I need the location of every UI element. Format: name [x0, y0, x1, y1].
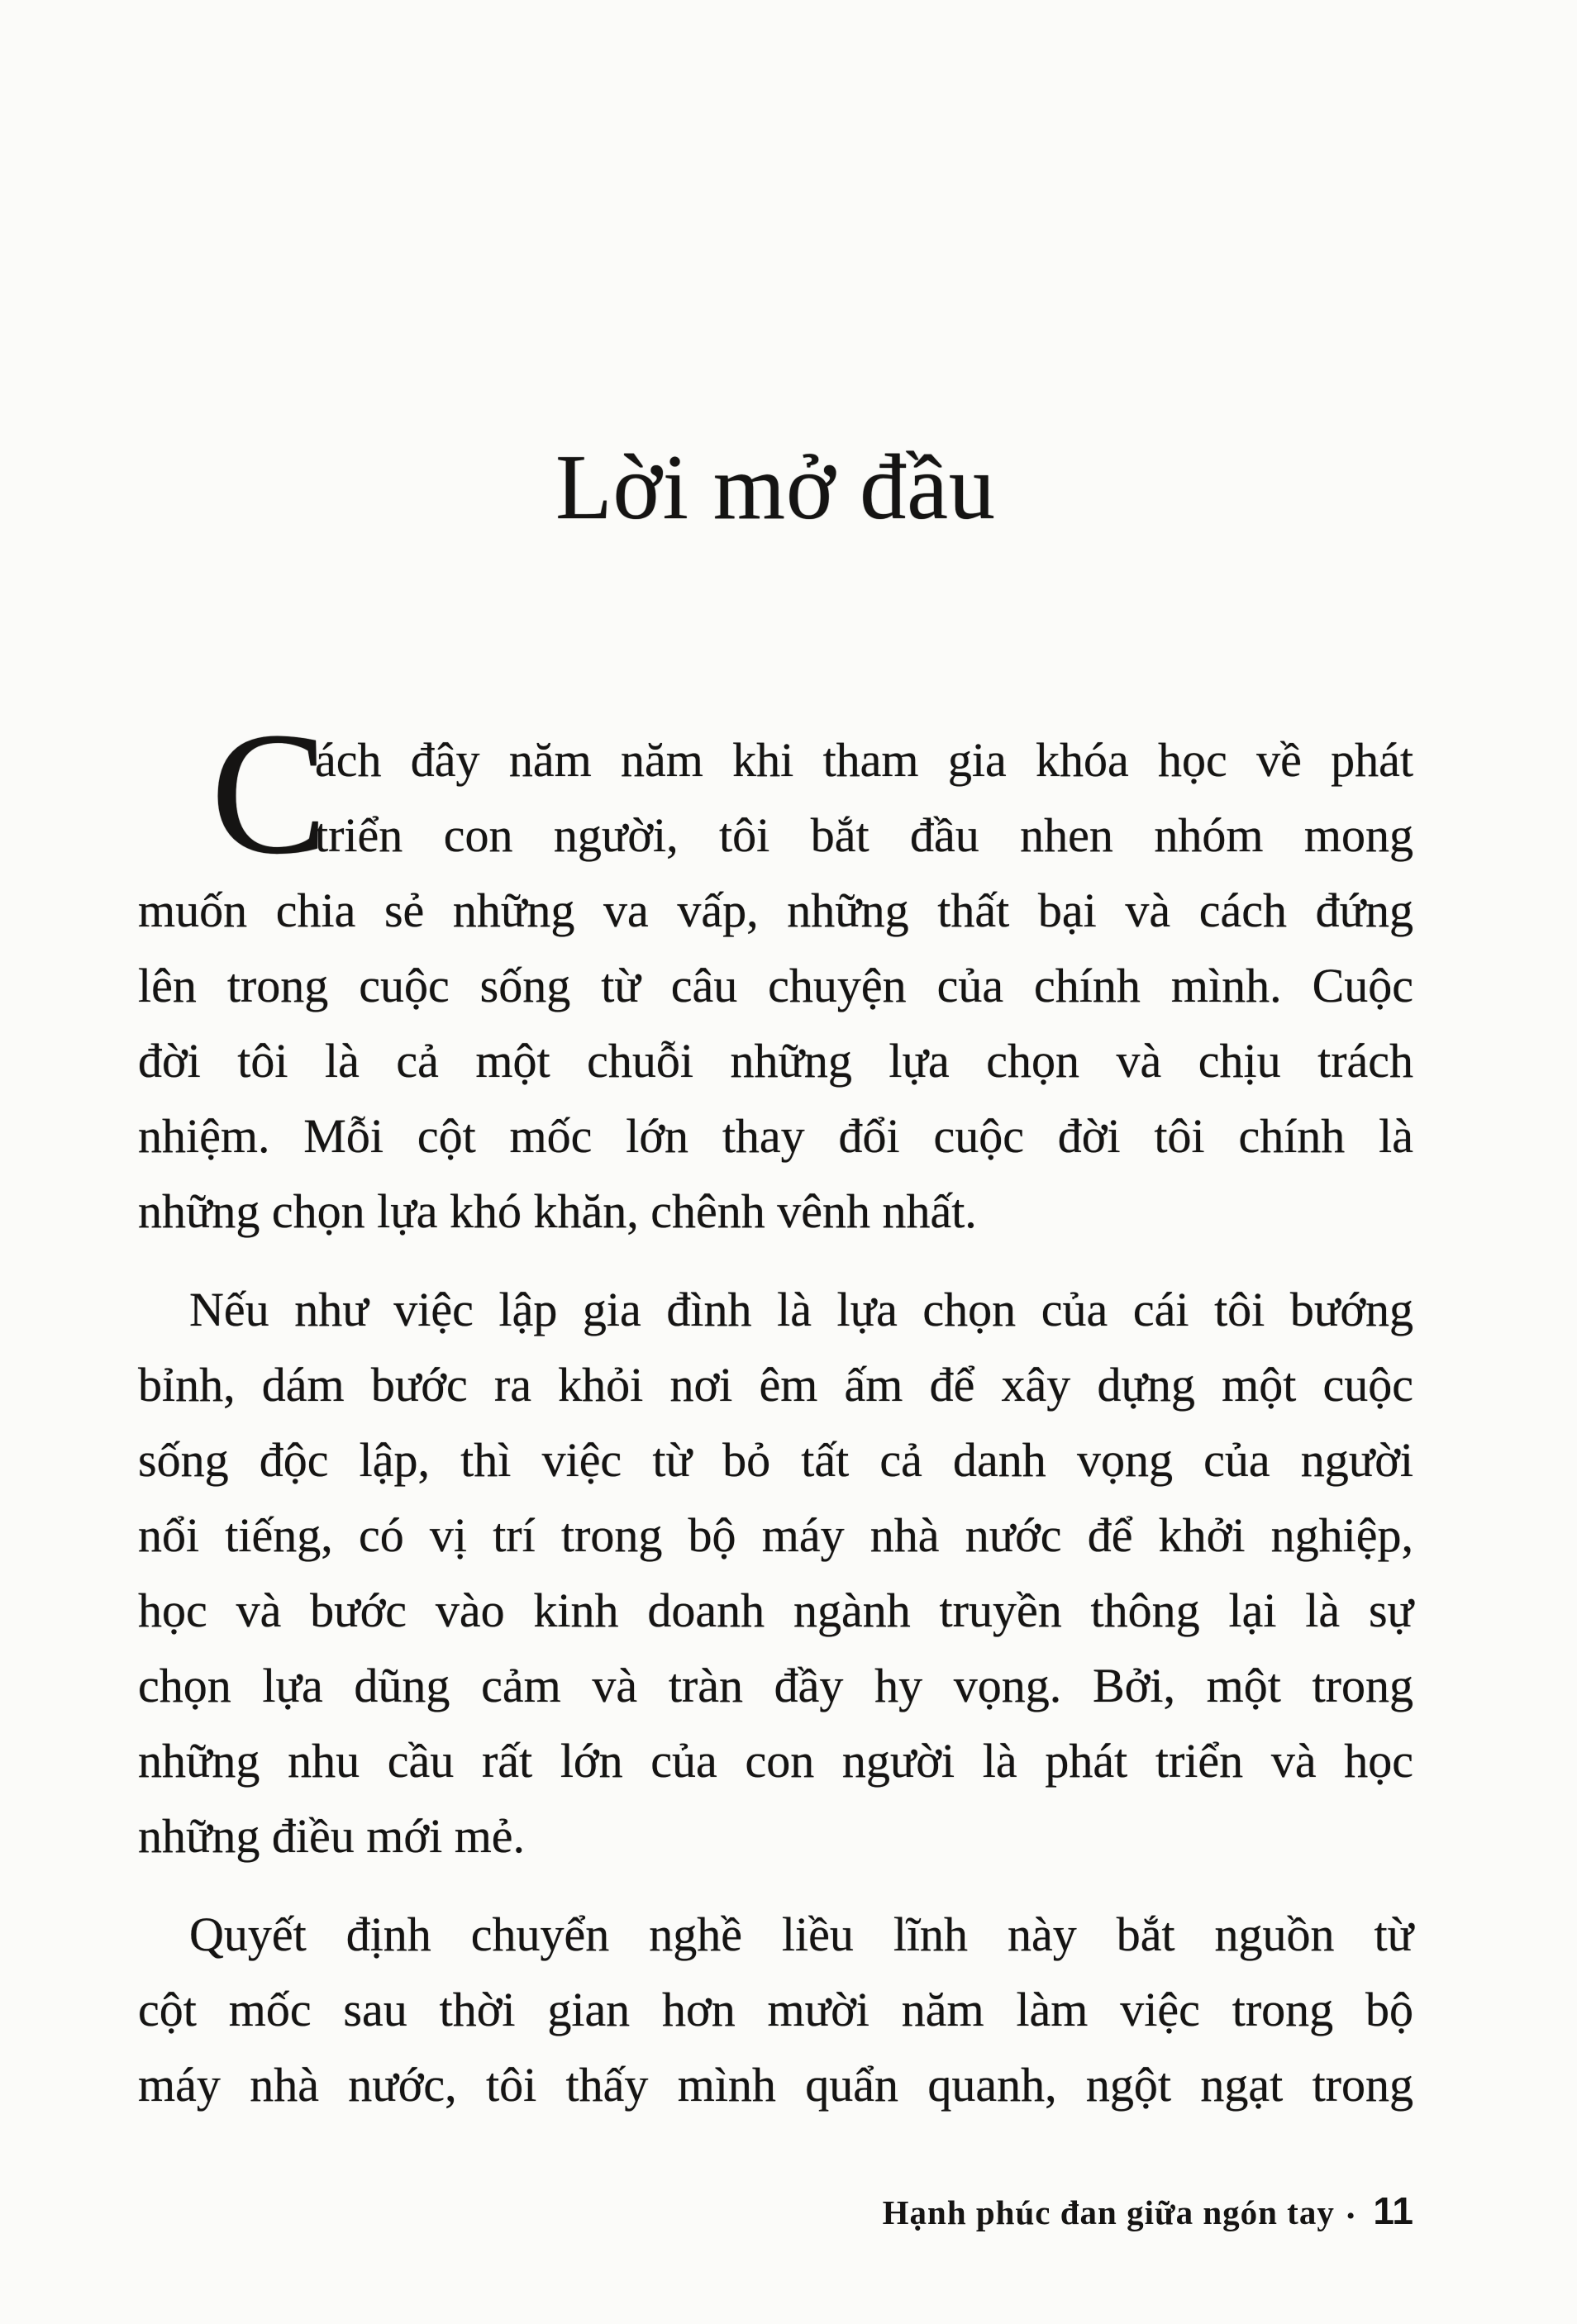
- text-line: học và bước vào kinh doanh ngành truyền thông lại là sự: [138, 1583, 1413, 1637]
- page-content: [138, 696, 1413, 2122]
- text-line: Quyết định chuyển nghề liều lĩnh này bắt nguồn từ: [189, 1907, 1413, 1961]
- page-number: 11: [1373, 2189, 1413, 2232]
- text-line: Nếu như việc lập gia đình là lựa chọn của cái tôi bướng: [189, 1283, 1413, 1336]
- drop-cap: C: [211, 696, 328, 890]
- text-line: đời tôi là cả một chuỗi những lựa chọn và chịu trách: [138, 1034, 1413, 1088]
- text-line: cột mốc sau thời gian hơn mười năm làm việc trong bộ: [138, 1983, 1413, 2036]
- text-line: bỉnh, dám bước ra khỏi nơi êm ấm để xây dựng một cuộc: [138, 1358, 1413, 1412]
- text-line: ách đây năm năm khi tham gia khóa học về phát: [315, 733, 1413, 787]
- text-line: những nhu cầu rất lớn của con người là phát triển và học: [138, 1734, 1413, 1788]
- bullet-separator: •: [1346, 2203, 1355, 2230]
- text-line: muốn chia sẻ những va vấp, những thất bại và cách đứng: [138, 883, 1413, 937]
- text-line: nhiệm. Mỗi cột mốc lớn thay đổi cuộc đời tôi chính là: [138, 1109, 1413, 1163]
- text-line: những chọn lựa khó khăn, chênh vênh nhất.: [138, 1184, 977, 1238]
- book-title: Hạnh phúc đan giữa ngón tay: [882, 2193, 1335, 2231]
- paragraph: [138, 1272, 1413, 1874]
- text-line: nổi tiếng, có vị trí trong bộ máy nhà nước để khởi nghiệp,: [138, 1508, 1413, 1562]
- paragraph: [138, 1897, 1413, 2122]
- text-line: sống độc lập, thì việc từ bỏ tất cả danh vọng của người: [138, 1433, 1413, 1487]
- text-line: lên trong cuộc sống từ câu chuyện của chính mình. Cuộc: [138, 959, 1413, 1012]
- text-line: những điều mới mẻ.: [138, 1809, 526, 1863]
- chapter-title: Lời mở đầu: [555, 436, 996, 539]
- text-line: chọn lựa dũng cảm và tràn đầy hy vọng. Bởi, một trong: [138, 1659, 1413, 1712]
- text-line: triển con người, tôi bắt đầu nhen nhóm mong: [315, 808, 1413, 862]
- page-footer: [883, 2188, 1413, 2233]
- paragraph: [138, 722, 1413, 1249]
- text-line: máy nhà nước, tôi thấy mình quẩn quanh, ngột ngạt trong: [138, 2058, 1413, 2112]
